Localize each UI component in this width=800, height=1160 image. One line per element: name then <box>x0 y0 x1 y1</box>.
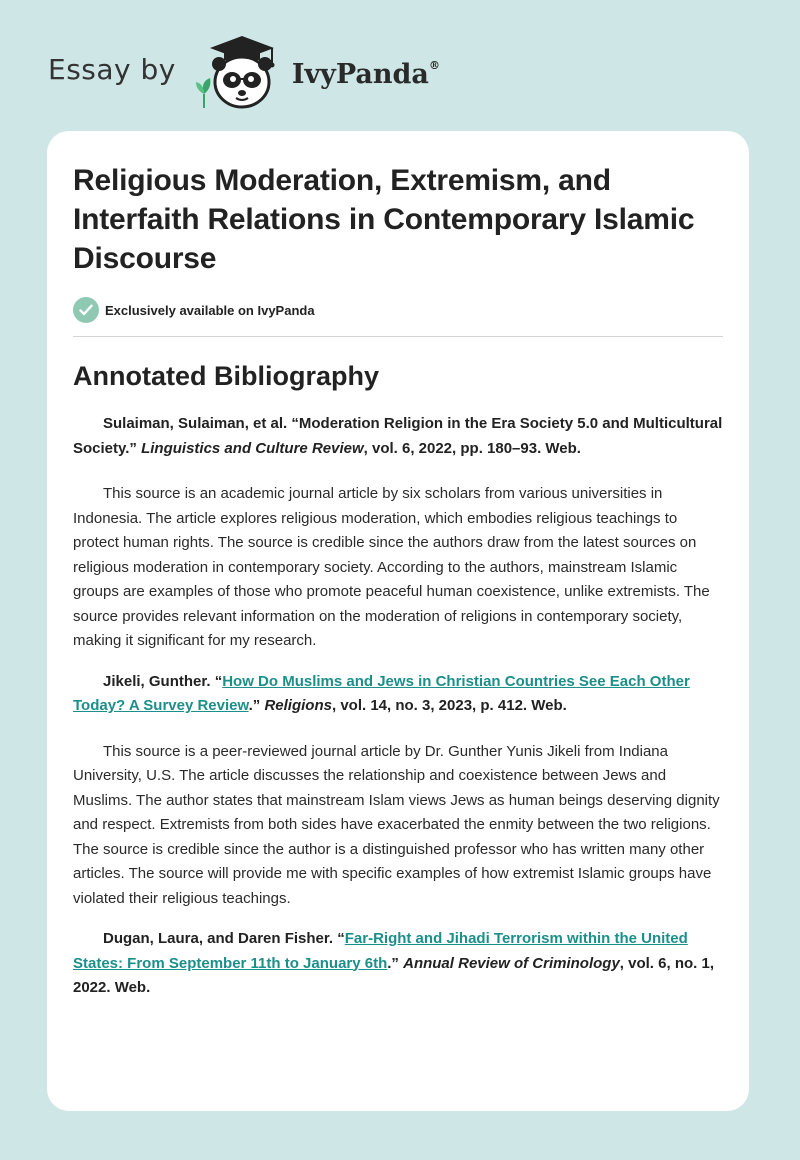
citation-punct: .” <box>248 697 265 714</box>
citation-author: Dugan, Laura, and Daren Fisher. “ <box>103 930 345 947</box>
citation-3 <box>73 927 723 1001</box>
exclusive-badge <box>73 296 723 324</box>
check-circle-icon <box>73 297 99 323</box>
essay-card <box>47 131 749 1111</box>
divider <box>73 336 723 337</box>
annotation-2: This source is a peer-reviewed journal article by Dr. Gunther Yunis Jikeli from Indiana University, U.S. The article discusses the relationship and coexistence between Jews and Muslims. The author states that mainstream Islam views Jews as human beings deserving dignity and respect. Extremists from both sides have exacerbated the enmity between the two religions. The source is credible since the author is a distinguished professor who has written many other articles. The source will provide me with specific examples of how extremist Islamic groups have violated their religious teachings. <box>73 742 720 907</box>
brand-text: IvyPanda <box>291 58 429 90</box>
citation-punct: .” <box>387 954 404 972</box>
section-heading: Annotated Bibliography <box>73 361 379 391</box>
registered-mark: ® <box>428 58 440 72</box>
citation-1 <box>73 412 723 461</box>
essay-by-label: Essay by <box>48 52 176 86</box>
site-header <box>48 28 440 118</box>
citation-2 <box>73 670 723 719</box>
citation-journal: Annual Review of Criminology <box>403 954 620 972</box>
citation-details: , vol. 6, 2022, pp. 180–93. Web. <box>363 439 581 457</box>
brand-name[interactable] <box>292 59 440 90</box>
exclusive-text: Exclusively available on IvyPanda <box>105 302 315 318</box>
citation-link[interactable]: Far-Right and Jihadi Terrorism within the United States: From September 11th to January 6th <box>73 930 688 972</box>
citation-details: , vol. 6, no. 1, 2022. Web. <box>73 954 714 996</box>
annotation-1: This source is an academic journal article by six scholars from various universities in Indonesia. The article explores religious moderation, which embodies religious teachings to protect human rights. The source is credible since the authors draw from the latest sources on religious moderation in contemporary society. According to the authors, mainstream Islamic groups are examples of those who promote peaceful human coexistence, unlike extremists. The source provides relevant information on the moderation of religions in contemporary society, making it significant for my research. <box>73 485 710 649</box>
citation-author: Sulaiman, Sulaiman, et al. “Moderation Religion in the Era Society 5.0 and Multicultural Society.” <box>73 415 723 457</box>
citation-details: , vol. 14, no. 3, 2023, p. 412. Web. <box>331 697 567 714</box>
panda-graduate-logo-icon[interactable] <box>190 34 286 112</box>
citation-journal: Religions <box>264 697 332 714</box>
citation-author: Jikeli, Gunther. “ <box>103 672 223 690</box>
page-title: Religious Moderation, Extremism, and Interfaith Relations in Contemporary Islamic Discourse <box>73 164 695 275</box>
citation-journal: Linguistics and Culture Review <box>141 439 364 457</box>
citation-link[interactable]: How Do Muslims and Jews in Christian Countries See Each Other Today? A Survey Review <box>73 672 690 714</box>
